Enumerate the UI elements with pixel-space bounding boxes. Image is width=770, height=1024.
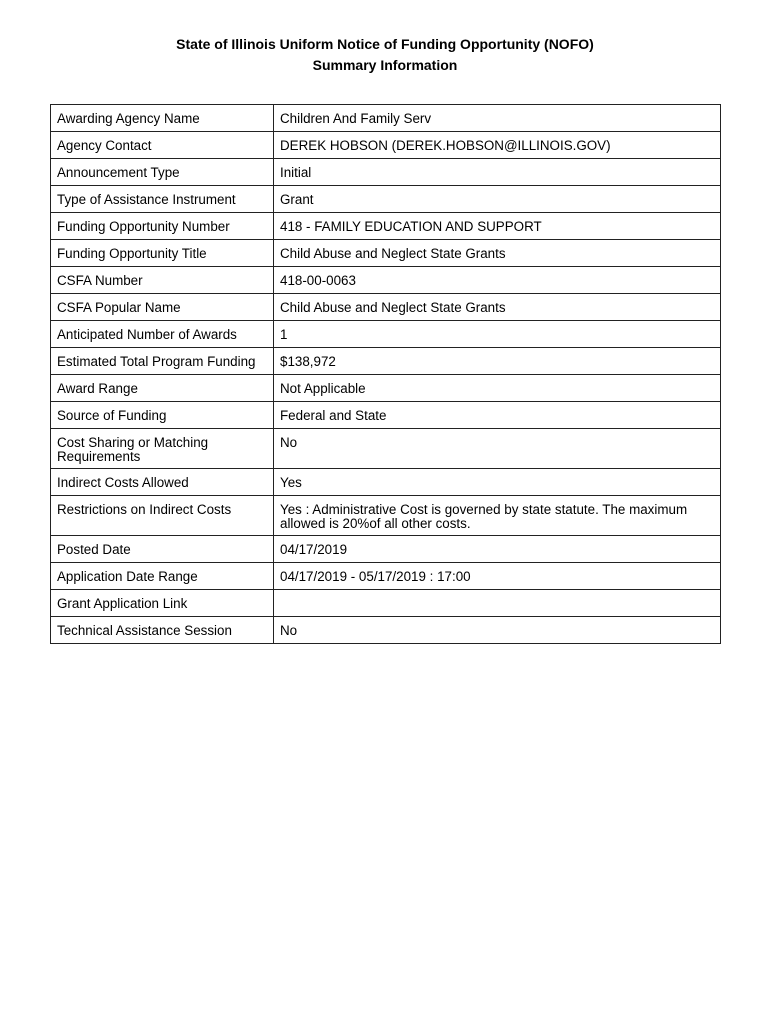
row-value: Not Applicable [274, 375, 721, 402]
table-row [51, 213, 721, 240]
row-label: Restrictions on Indirect Costs [51, 496, 274, 536]
row-label: Posted Date [51, 536, 274, 563]
row-value: 04/17/2019 - 05/17/2019 : 17:00 [274, 563, 721, 590]
row-label: Technical Assistance Session [51, 617, 274, 644]
table-row [51, 617, 721, 644]
table-row [51, 321, 721, 348]
title-line-2: Summary Information [312, 57, 458, 73]
row-value: 04/17/2019 [274, 536, 721, 563]
row-value: DEREK HOBSON (DEREK.HOBSON@ILLINOIS.GOV) [274, 132, 721, 159]
row-label: Anticipated Number of Awards [51, 321, 274, 348]
row-label: Funding Opportunity Title [51, 240, 274, 267]
row-label: Grant Application Link [51, 590, 274, 617]
table-row [51, 105, 721, 132]
table-row [51, 590, 721, 617]
table-row [51, 496, 721, 536]
table-row [51, 429, 721, 469]
row-value: No [274, 617, 721, 644]
row-value: Yes : Administrative Cost is governed by state statute. The maximum allowed is 20%of all other costs. [274, 496, 721, 536]
summary-table-body [51, 105, 721, 644]
row-label: Application Date Range [51, 563, 274, 590]
table-row [51, 563, 721, 590]
row-value: Child Abuse and Neglect State Grants [274, 240, 721, 267]
row-label: CSFA Popular Name [51, 294, 274, 321]
row-value: Initial [274, 159, 721, 186]
page-title [0, 34, 770, 76]
table-row [51, 402, 721, 429]
row-value: 418 - FAMILY EDUCATION AND SUPPORT [274, 213, 721, 240]
table-row [51, 469, 721, 496]
table-row [51, 159, 721, 186]
summary-table [50, 104, 721, 644]
row-label: Award Range [51, 375, 274, 402]
row-value: $138,972 [274, 348, 721, 375]
row-label: Funding Opportunity Number [51, 213, 274, 240]
row-value: Yes [274, 469, 721, 496]
row-label: Source of Funding [51, 402, 274, 429]
table-row [51, 536, 721, 563]
table-row [51, 186, 721, 213]
row-value: Federal and State [274, 402, 721, 429]
row-label: Cost Sharing or Matching Requirements [51, 429, 274, 469]
grant-application-link[interactable] [274, 590, 721, 617]
row-label: Announcement Type [51, 159, 274, 186]
title-line-1: State of Illinois Uniform Notice of Funding Opportunity (NOFO) [176, 36, 594, 52]
table-row [51, 267, 721, 294]
row-label: Indirect Costs Allowed [51, 469, 274, 496]
row-label: Type of Assistance Instrument [51, 186, 274, 213]
row-label: Awarding Agency Name [51, 105, 274, 132]
row-value: Child Abuse and Neglect State Grants [274, 294, 721, 321]
row-value: 1 [274, 321, 721, 348]
row-value: 418-00-0063 [274, 267, 721, 294]
row-label: Agency Contact [51, 132, 274, 159]
row-value: Children And Family Serv [274, 105, 721, 132]
table-row [51, 240, 721, 267]
table-row [51, 132, 721, 159]
row-value: Grant [274, 186, 721, 213]
table-row [51, 375, 721, 402]
table-row [51, 294, 721, 321]
row-value: No [274, 429, 721, 469]
row-label: CSFA Number [51, 267, 274, 294]
row-label: Estimated Total Program Funding [51, 348, 274, 375]
table-row [51, 348, 721, 375]
